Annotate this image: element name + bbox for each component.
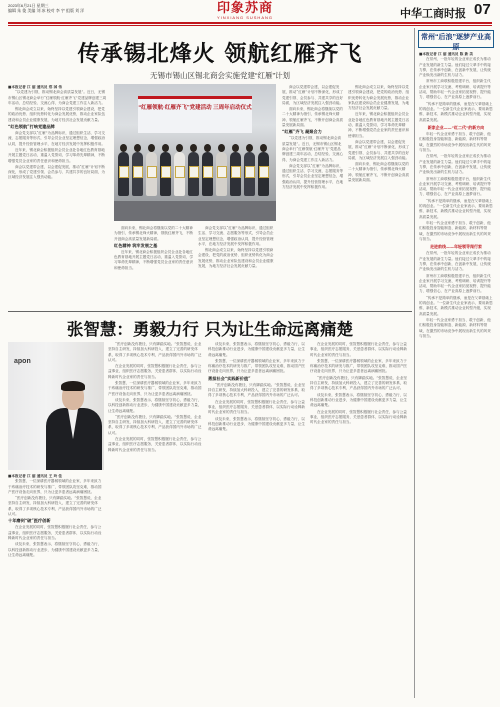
page-number: 07	[474, 1, 491, 18]
article2-col4	[310, 342, 410, 700]
article2-col2	[108, 342, 204, 700]
article1-para1-cont: 锡北商会成立以来，始终坚持以党建引领商会建设，把党的政治优势、组织优势转化为商会发展优势，推动企业家队伍建设和会员企业健康发展，为地方经济社会发展贡献力量。	[198, 248, 274, 269]
article1-headline: 传承锡北烽火 领航红雁齐飞	[77, 41, 363, 67]
article1-para3-cont2: 近年来，锡北商会积极组织会员企业赴各地红色教育基地开展主题党日活动，重温入党誓词，学习革命先辈精神，不断增强党员企业家的责任意识和使命担当。	[348, 112, 410, 138]
article1-subheadline: 无锡市锡山区锡北商会实施党建“红雁”计划	[150, 71, 290, 80]
article2-para3d: 在企业发展的同时，张智慧积极履行社会责任，参与公益事业，组织医疗志愿服务，关爱患者群体，以实际行动诠释新时代企业家的责任与担当。	[208, 399, 306, 415]
article1-para5: 面向未来，锡北商会将继续以党的二十大精神为指引，传承锡北烽火精神，领航红雁齐飞，不断开创商会高质量发展新局面。	[114, 226, 194, 241]
article2-col3	[208, 342, 306, 700]
photo-stage	[114, 201, 276, 221]
article2-para2e: “医疗创新没有捷径，只有脚踏实地。”张智慧说，企业坚持自主研发，持续加大科研投入，建立了完善的研发体系，取得了多项核心技术专利，产品获得国内外市场的广泛认可。	[310, 375, 408, 391]
article2-para3c: 在企业发展的同时，张智慧积极履行社会责任，参与公益事业，组织医疗志愿服务，关爱患者群体，以实际行动诠释新时代企业家的责任与担当。	[108, 437, 202, 452]
article1-para2-cont2: 商会党支部以“红雁”为品牌标识，通过组织生活、学习交流、志愿服务等形式，引导会员企业坚定理想信念，增强政治认同，提升经营管理水平，在地方经济发展中发挥积极作用。	[282, 163, 344, 190]
article1-para4-cont2: 商会以党建带会建，以会建促发展，推动“红雁”计划不断深化，形成了党建引领、会员参与、共建共享的良好局面，为区域经济发展注入强劲动能。	[348, 139, 410, 160]
article2-para2d: “医疗创新没有捷径，只有脚踏实地。”张智慧说，企业坚持自主研发，持续加大科研投入，建立了完善的研发体系，取得了多项核心技术专利，产品获得国内外市场的广泛认可。	[208, 382, 306, 398]
article1-byline: ■本报记者 江 丽 通讯员 郑 国 伟	[8, 85, 63, 89]
article1-para5-cont2: 面向未来，锡北商会将继续以党的二十大精神为指引，传承锡北烽火精神，领航红雁齐飞，不断开创商会高质量发展新局面。	[348, 162, 410, 183]
date-line: 2023年6月21日 星期三	[8, 3, 49, 8]
article1-para3-cont: 近年来，锡北商会积极组织会员企业赴各地红色教育基地开展主题党日活动，重温入党誓词，学习革命先辈精神，不断增强党员企业家的责任意识和使命担当。	[114, 249, 194, 270]
article1-para2-cont: 商会党支部以“红雁”为品牌标识，通过组织生活、学习交流、志愿服务等形式，引导会员企业坚定理想信念，增强政治认同，提升经营管理水平，在地方经济发展中发挥积极作用。	[198, 226, 274, 246]
article1-col1	[8, 85, 108, 307]
article2-headline: 张智慧：勇毅力行 只为让生命远离痛楚	[66, 320, 354, 339]
newspaper-name: 中华工商时报	[400, 8, 466, 20]
article2-para4d: 谈及未来，张智慧表示，将继续坚守初心，勇毅力行，以科技创新推动行业进步，为健康中国建设贡献更多力量，让生命远离痛楚。	[208, 416, 306, 432]
article1-para1: 锡北商会成立以来，始终坚持以党建引领商会建设，把党的政治优势、组织优势转化为商会发展优势，推动企业家队伍建设和会员企业健康发展，为地方经济社会发展贡献力量。	[8, 107, 106, 122]
article1-para2: 商会党支部以“红雁”为品牌标识，通过组织生活、学习交流、志愿服务等形式，引导会员企业坚定理想信念，增强政治认同，提升经营管理水平，在地方经济发展中发挥积极作用。	[8, 131, 106, 146]
photo-logo-text: apon	[14, 358, 31, 365]
article2-para2: “医疗创新没有捷径，只有脚踏实地。”张智慧说，企业坚持自主研发，持续加大科研投入，建立了完善的研发体系，取得了多项核心技术专利，产品获得国内外市场的广泛认可。	[8, 496, 102, 517]
photo-banner	[138, 96, 252, 133]
article1-lead: “以党建为引领，推动锡北商会高质量发展”。近日，无锡市锡山区锡北商会举行“红雁领航·红雁齐飞”党建品牌创建三周年活动，总结经验、交流心得，为商会党建工作注入新活力。	[8, 90, 107, 105]
article2-para3e: 在企业发展的同时，张智慧积极履行社会责任，参与公益事业，组织医疗志愿服务，关爱患者群体，以实际行动诠释新时代企业家的责任与担当。	[310, 342, 408, 357]
sidebar-para2b: 常州市工商联积极搭建平台，组织新生代企业家开展学习交流、考察调研、培训提升等活动，帮助年轻一代企业家拓宽视野、提升能力、增强信心，在产业高原上逐梦前行。	[419, 176, 491, 197]
article2-col1	[8, 474, 104, 700]
masthead-title: 印象苏商	[216, 1, 273, 16]
article1-col2	[114, 226, 194, 308]
article1-photo	[114, 84, 276, 221]
sidebar-para1: 在常州，一批年轻的企业家正成长为推动产业发展的新生力量。他们接过父辈手中的接力棒，在传承中创新，在创新中发展，让传统产业焕发出新的生机与活力。	[419, 57, 491, 78]
sidebar-para2: 常州市工商联积极搭建平台，组织新生代企业家开展学习交流、考察调研、培训提升等活动，帮助年轻一代企业家拓宽视野、提升能力、增强信心，在产业高原上逐梦前行。	[419, 79, 491, 100]
photo-banner-text: “红雁领航·红雁齐飞”党建活动 三周年启动仪式	[138, 105, 252, 111]
article2-para2b: “医疗创新没有捷径，只有脚踏实地。”张智慧说，企业坚持自主研发，持续加大科研投入，建立了完善的研发体系，取得了多项核心技术专利，产品获得国内外市场的广泛认可。	[108, 342, 202, 362]
sidebar-divider	[414, 28, 415, 698]
sidebar-para1c: 在常州，一批年轻的企业家正成长为推动产业发展的新生力量。他们接过父辈手中的接力棒，在传承中创新，在创新中发展，让传统产业焕发出新的生机与活力。	[419, 251, 491, 272]
article1-para3: 近年来，锡北商会积极组织会员企业赴各地红色教育基地开展主题党日活动，重温入党誓词，学习革命先辈精神，不断增强党员企业家的责任意识和使命担当。	[8, 147, 106, 163]
article2-para1e: 张智慧，一位深耕医疗器械领域的企业家，多年来致力于疼痛治疗技术的研发与推广，带领团队攻坚克难，推动国产医疗设备走向世界，只为让更多患者远离病痛困扰。	[310, 358, 408, 374]
sidebar-body	[419, 52, 493, 698]
article1-sec3-head: “红雁”齐飞 凝聚合力	[282, 129, 322, 135]
article1-sec1-head: “红色领航”打响党建品牌	[8, 124, 55, 130]
sidebar-para2c: 常州市工商联积极搭建平台，组织新生代企业家开展学习交流、考察调研、培训提升等活动，帮助年轻一代企业家拓宽视野、提升能力、增强信心，在产业高原上逐梦前行。	[419, 273, 491, 294]
header-rule-thin	[8, 25, 492, 26]
article2-para2c: “医疗创新没有捷径，只有脚踏实地。”张智慧说，企业坚持自主研发，持续加大科研投入，建立了完善的研发体系，取得了多项核心技术专利，产品获得国内外市场的广泛认可。	[108, 414, 202, 435]
article2-sec1-head: 十年磨剑“破”医疗创新	[8, 518, 51, 524]
article2-para3f: 在企业发展的同时，张智慧积极履行社会责任，参与公益事业，组织医疗志愿服务，关爱患者群体，以实际行动诠释新时代企业家的责任与担当。	[310, 409, 408, 425]
article2-para1: 张智慧，一位深耕医疗器械领域的企业家，多年来致力于疼痛治疗技术的研发与推广，带领团队攻坚克难，推动国产医疗设备走向世界，只为让更多患者远离病痛困扰。	[8, 479, 102, 494]
article2-para3: 在企业发展的同时，张智慧积极履行社会责任，参与公益事业，组织医疗志愿服务，关爱患者群体，以实际行动诠释新时代企业家的责任与担当。	[8, 525, 102, 540]
article1-para1-cont2: 锡北商会成立以来，始终坚持以党建引领商会建设，把党的政治优势、组织优势转化为商会发展优势，推动企业家队伍建设和会员企业健康发展，为地方经济社会发展贡献力量。	[348, 85, 410, 111]
masthead-pinyin: YINXIANG SUSHANG	[216, 15, 273, 20]
article1-para4: 商会以党建带会建，以会建促发展，推动“红雁”计划不断深化，形成了党建引领、会员参与、共建共享的良好局面，为区域经济发展注入强劲动能。	[8, 164, 106, 180]
staff-line: 编辑 朱 俊 美编 刘 冰 校对 李 宇 组版 刘 洋	[8, 8, 85, 13]
header-meta	[8, 3, 84, 13]
sidebar-para4: 年轻一代企业家勇于担当、敢于创新，他们积极投身智能制造、新能源、新材料等领域，在激烈的市场竞争中展现出新生代的风采与担当。	[419, 132, 491, 153]
article1-para5-cont: 面向未来，锡北商会将继续以党的二十大精神为指引，传承锡北烽火精神，领航红雁齐飞，不断开创商会高质量发展新局面。	[282, 107, 344, 128]
sidebar-para1b: 在常州，一批年轻的企业家正成长为推动产业发展的新生力量。他们接过父辈手中的接力棒，在传承中创新，在创新中发展，让传统产业焕发出新的生机与活力。	[419, 154, 491, 175]
article2-sec2-head: 勇担社会“实践新价值”	[208, 375, 251, 381]
article2-byline: ■本报记者 江 丽 通讯员 王 玲 佳	[8, 474, 63, 478]
article2-para1c: 张智慧，一位深耕医疗器械领域的企业家，多年来致力于疼痛治疗技术的研发与推广，带领团队攻坚克难，推动国产医疗设备走向世界，只为让更多患者远离病痛困扰。	[208, 358, 306, 374]
sidebar-para4c: 年轻一代企业家勇于担当、敢于创新，他们积极投身智能制造、新能源、新材料等领域，在激烈的市场竞争中展现出新生代的风采与担当。	[419, 317, 491, 338]
article2-para4b: 谈及未来，张智慧表示，将继续坚守初心，勇毅力行，以科技创新推动行业进步，为健康中国建设贡献更多力量，让生命远离痛楚。	[108, 397, 202, 413]
sidebar-para3c: “传承不是简单的继承，而是在父辈基础上的再创业。”一位新生代企业家表示，要用新思维、新技术、新模式推动企业转型升级，实现高质量发展。	[419, 295, 493, 316]
article2-para4e: 谈及未来，张智慧表示，将继续坚守初心，勇毅力行，以科技创新推动行业进步，为健康中国建设贡献更多力量，让生命远离痛楚。	[310, 392, 408, 408]
article1-col5	[348, 85, 410, 307]
article2-para3b: 在企业发展的同时，张智慧积极履行社会责任，参与公益事业，组织医疗志愿服务，关爱患者群体，以实际行动诠释新时代企业家的责任与担当。	[108, 364, 202, 379]
article2-para4: 谈及未来，张智慧表示，将继续坚守初心，勇毅力行，以科技创新推动行业进步，为健康中国建设贡献更多力量，让生命远离痛楚。	[8, 542, 102, 557]
portrait-hair	[61, 381, 85, 391]
article1-col4	[282, 85, 344, 307]
article1-para4-cont: 商会以党建带会建，以会建促发展，推动“红雁”计划不断深化，形成了党建引领、会员参与、共建共享的良好局面，为区域经济发展注入强劲动能。	[282, 85, 344, 105]
article2-top-rule	[8, 311, 412, 312]
sidebar-byline: ■本报记者 江 丽 通讯员 陈 新 美	[419, 52, 474, 56]
sidebar-title: 常州“后浪”逐梦产业高原	[421, 34, 491, 51]
header-rule	[8, 22, 492, 24]
sidebar-para3: “传承不是简单的继承，而是在父辈基础上的再创业。”一位新生代企业家表示，要用新思维、新技术、新模式推动企业转型升级，实现高质量发展。	[419, 101, 493, 122]
article2-para1b: 张智慧，一位深耕医疗器械领域的企业家，多年来致力于疼痛治疗技术的研发与推广，带领团队攻坚克难，推动国产医疗设备走向世界，只为让更多患者远离病痛困扰。	[108, 381, 202, 396]
article2-portrait-photo	[8, 342, 104, 470]
article1-sec2-head: 红色精神 筑牢发展之基	[114, 242, 158, 248]
sidebar-subhead-2: 走进前线——年轻领导闯行家	[430, 244, 482, 250]
sidebar-para4b: 年轻一代企业家勇于担当、敢于创新，他们积极投身智能制造、新能源、新材料等领域，在激烈的市场竞争中展现出新生代的风采与担当。	[419, 220, 491, 241]
article1-col3	[198, 226, 276, 308]
article2-para4c: 谈及未来，张智慧表示，将继续坚守初心，勇毅力行，以科技创新推动行业进步，为健康中国建设贡献更多力量，让生命远离痛楚。	[208, 342, 306, 357]
sidebar-para3b: “传承不是简单的继承，而是在父辈基础上的再创业。”一位新生代企业家表示，要用新思维、新技术、新模式推动企业转型升级，实现高质量发展。	[419, 198, 493, 219]
photo-people	[116, 142, 274, 202]
masthead	[205, 2, 285, 18]
article1-lead-cont: “以党建为引领，推动锡北商会高质量发展”。近日，无锡市锡山区锡北商会举行“红雁领航·红雁齐飞”党建品牌创建三周年活动，总结经验、交流心得，为商会党建工作注入新活力。	[282, 136, 344, 162]
sidebar-subhead-1: 新家企业——“红二代”的新方向	[427, 124, 485, 130]
